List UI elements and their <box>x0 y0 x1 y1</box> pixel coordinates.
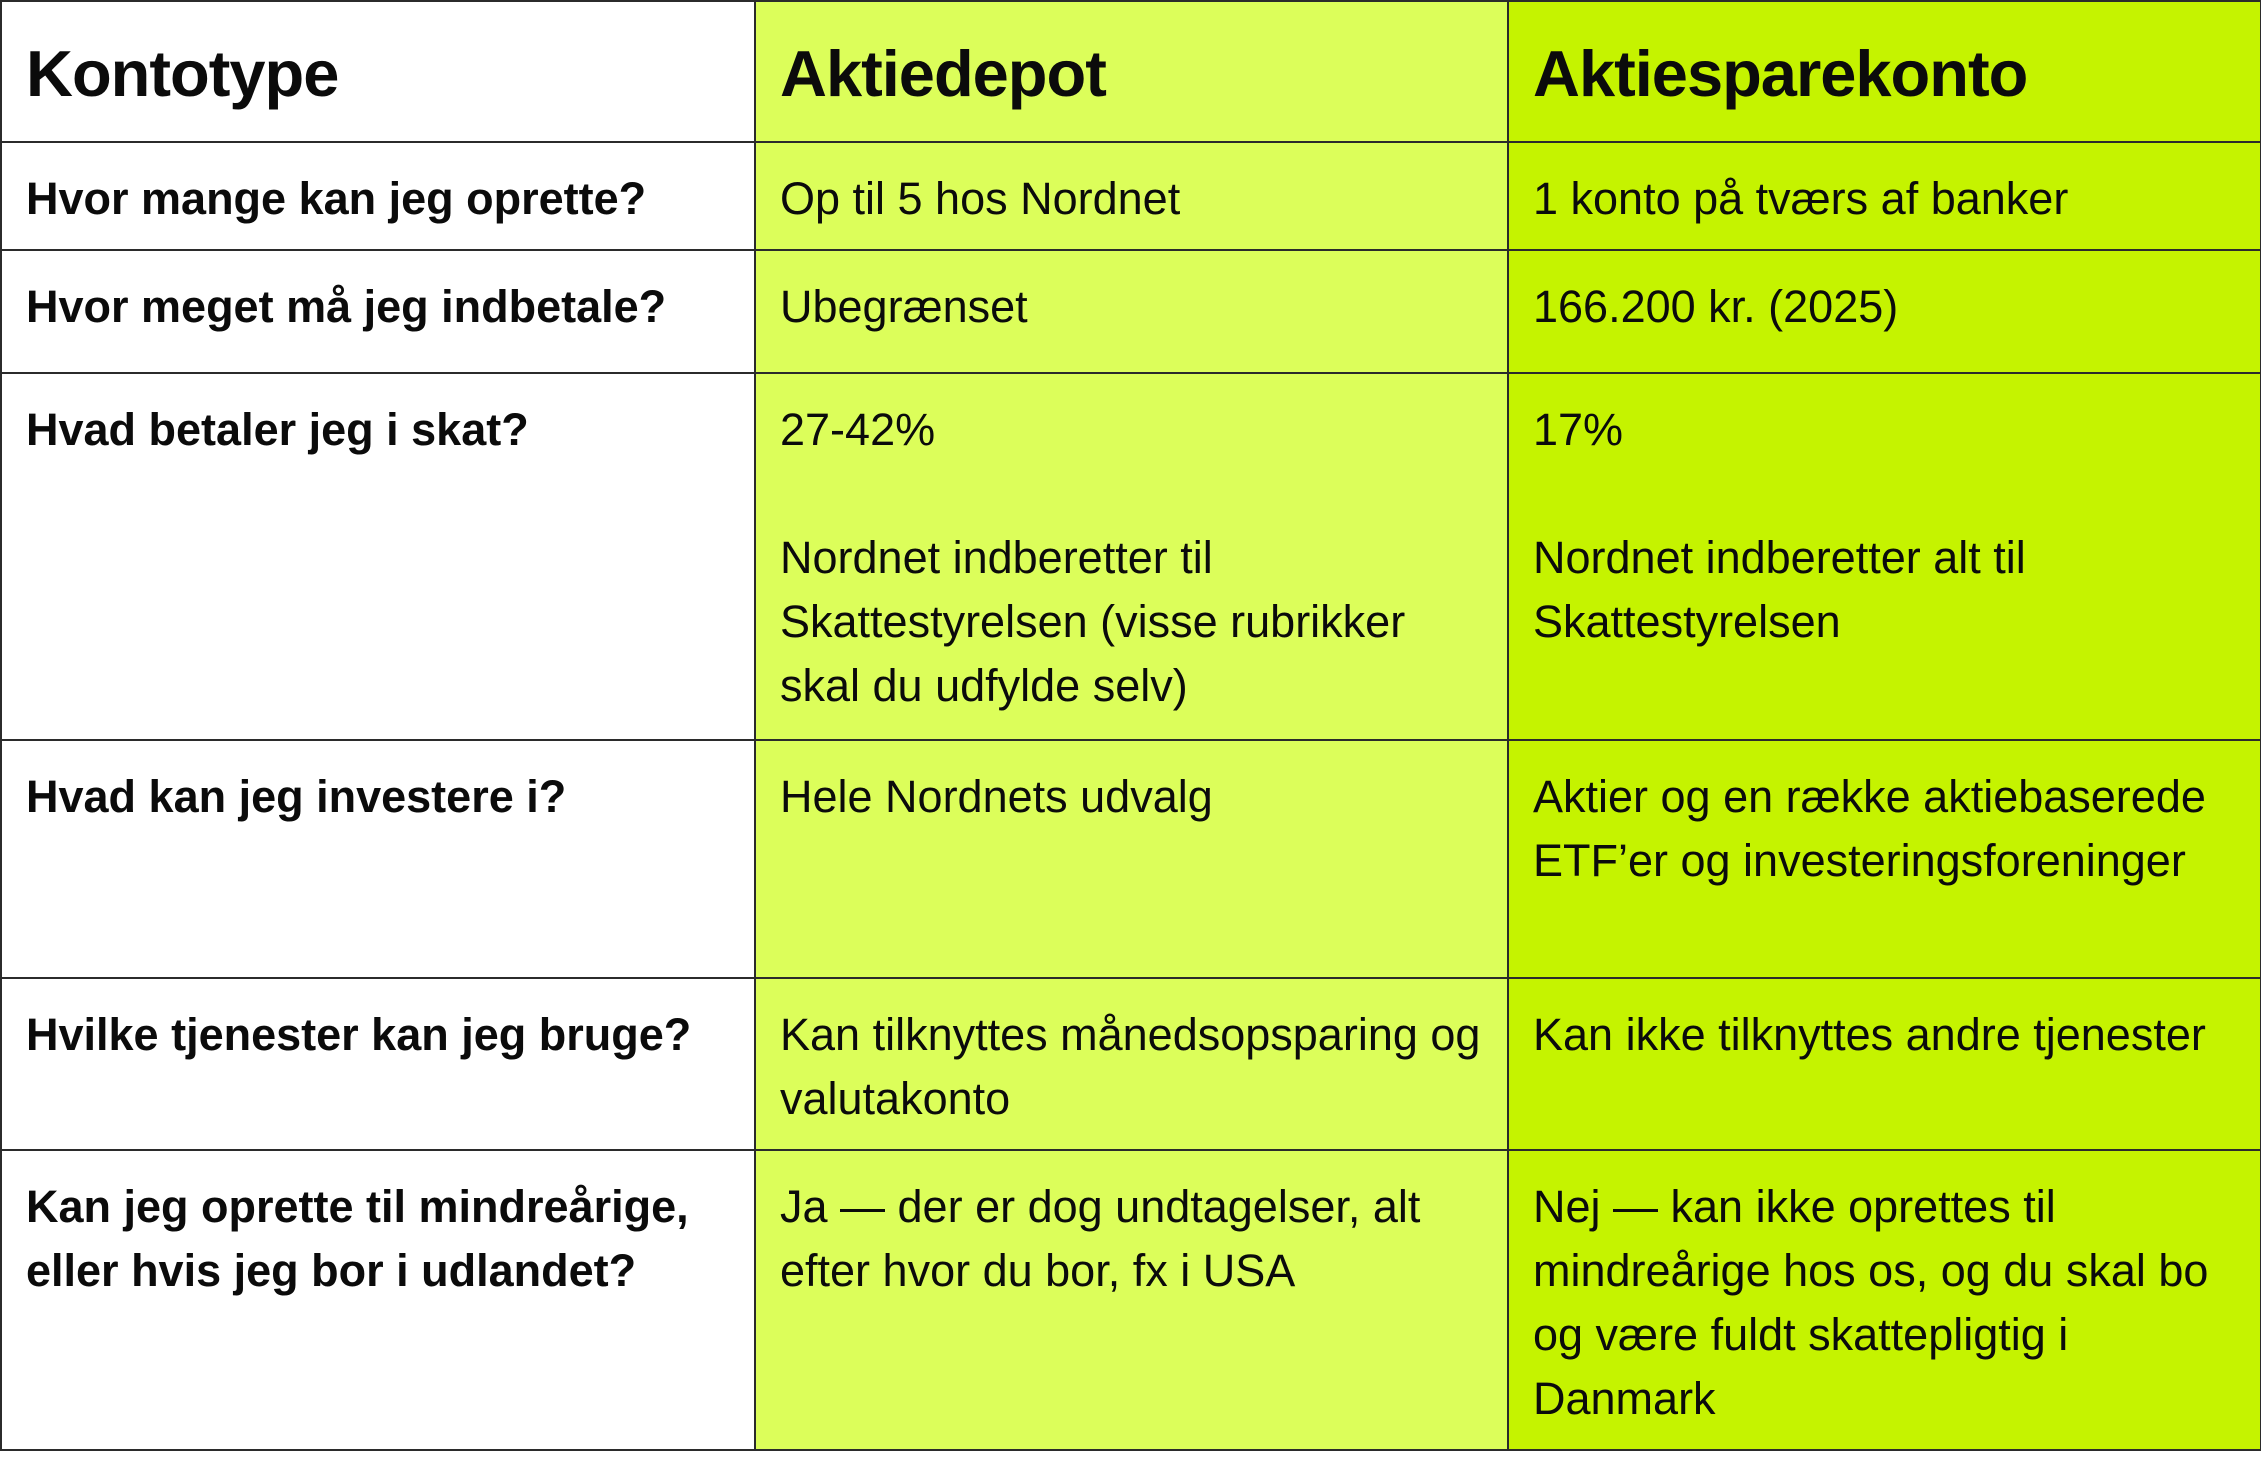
row-aktiesparekonto-value: 166.200 kr. (2025) <box>1508 250 2261 373</box>
row-aktiesparekonto-note: Nordnet indberetter alt til Skattestyrelsen <box>1533 532 2039 647</box>
row-question: Hvilke tjenester kan jeg bruge? <box>1 978 755 1150</box>
row-aktiedepot-value: Kan tilknyttes månedsopsparing og valutakonto <box>755 978 1508 1150</box>
row-aktiedepot-note: Nordnet indberetter til Skattestyrelsen (visse rubrikker skal du udfylde selv) <box>780 532 1418 711</box>
table-row <box>1 1150 2261 1450</box>
table-row <box>1 250 2261 373</box>
row-question: Hvor meget må jeg indbetale? <box>1 250 755 373</box>
row-aktiedepot-value: Op til 5 hos Nordnet <box>755 142 1508 250</box>
table-row <box>1 373 2261 740</box>
row-question: Kan jeg oprette til mindreårige, eller hvis jeg bor i udlandet? <box>1 1150 755 1450</box>
table-row <box>1 142 2261 250</box>
row-aktiesparekonto-value: Aktier og en række aktiebaserede ETF’er og investeringsforeninger <box>1508 740 2261 978</box>
row-aktiedepot-value: 27-42% <box>780 404 936 455</box>
row-question: Hvad betaler jeg i skat? <box>1 373 755 740</box>
row-aktiesparekonto-cell <box>1508 373 2261 740</box>
table-row <box>1 978 2261 1150</box>
row-aktiedepot-value: Ubegrænset <box>755 250 1508 373</box>
header-aktiedepot: Aktiedepot <box>755 1 1508 142</box>
row-aktiedepot-cell <box>755 373 1508 740</box>
row-question: Hvad kan jeg investere i? <box>1 740 755 978</box>
row-aktiesparekonto-value: Nej — kan ikke oprettes til mindreårige hos os, og du skal bo og være fuldt skattepligtig i Danmark <box>1508 1150 2261 1450</box>
row-aktiedepot-value: Ja — der er dog undtagelser, alt efter hvor du bor, fx i USA <box>755 1150 1508 1450</box>
header-kontotype: Kontotype <box>1 1 755 142</box>
header-row <box>1 1 2261 142</box>
cell-spacer <box>780 462 1485 526</box>
row-aktiesparekonto-value: 1 konto på tværs af banker <box>1508 142 2261 250</box>
header-aktiesparekonto: Aktiesparekonto <box>1508 1 2261 142</box>
row-aktiedepot-value: Hele Nordnets udvalg <box>755 740 1508 978</box>
table-row <box>1 740 2261 978</box>
row-aktiesparekonto-value: Kan ikke tilknyttes andre tjenester <box>1508 978 2261 1150</box>
cell-spacer <box>1533 462 2238 526</box>
row-aktiesparekonto-value: 17% <box>1533 404 1624 455</box>
row-question: Hvor mange kan jeg oprette? <box>1 142 755 250</box>
